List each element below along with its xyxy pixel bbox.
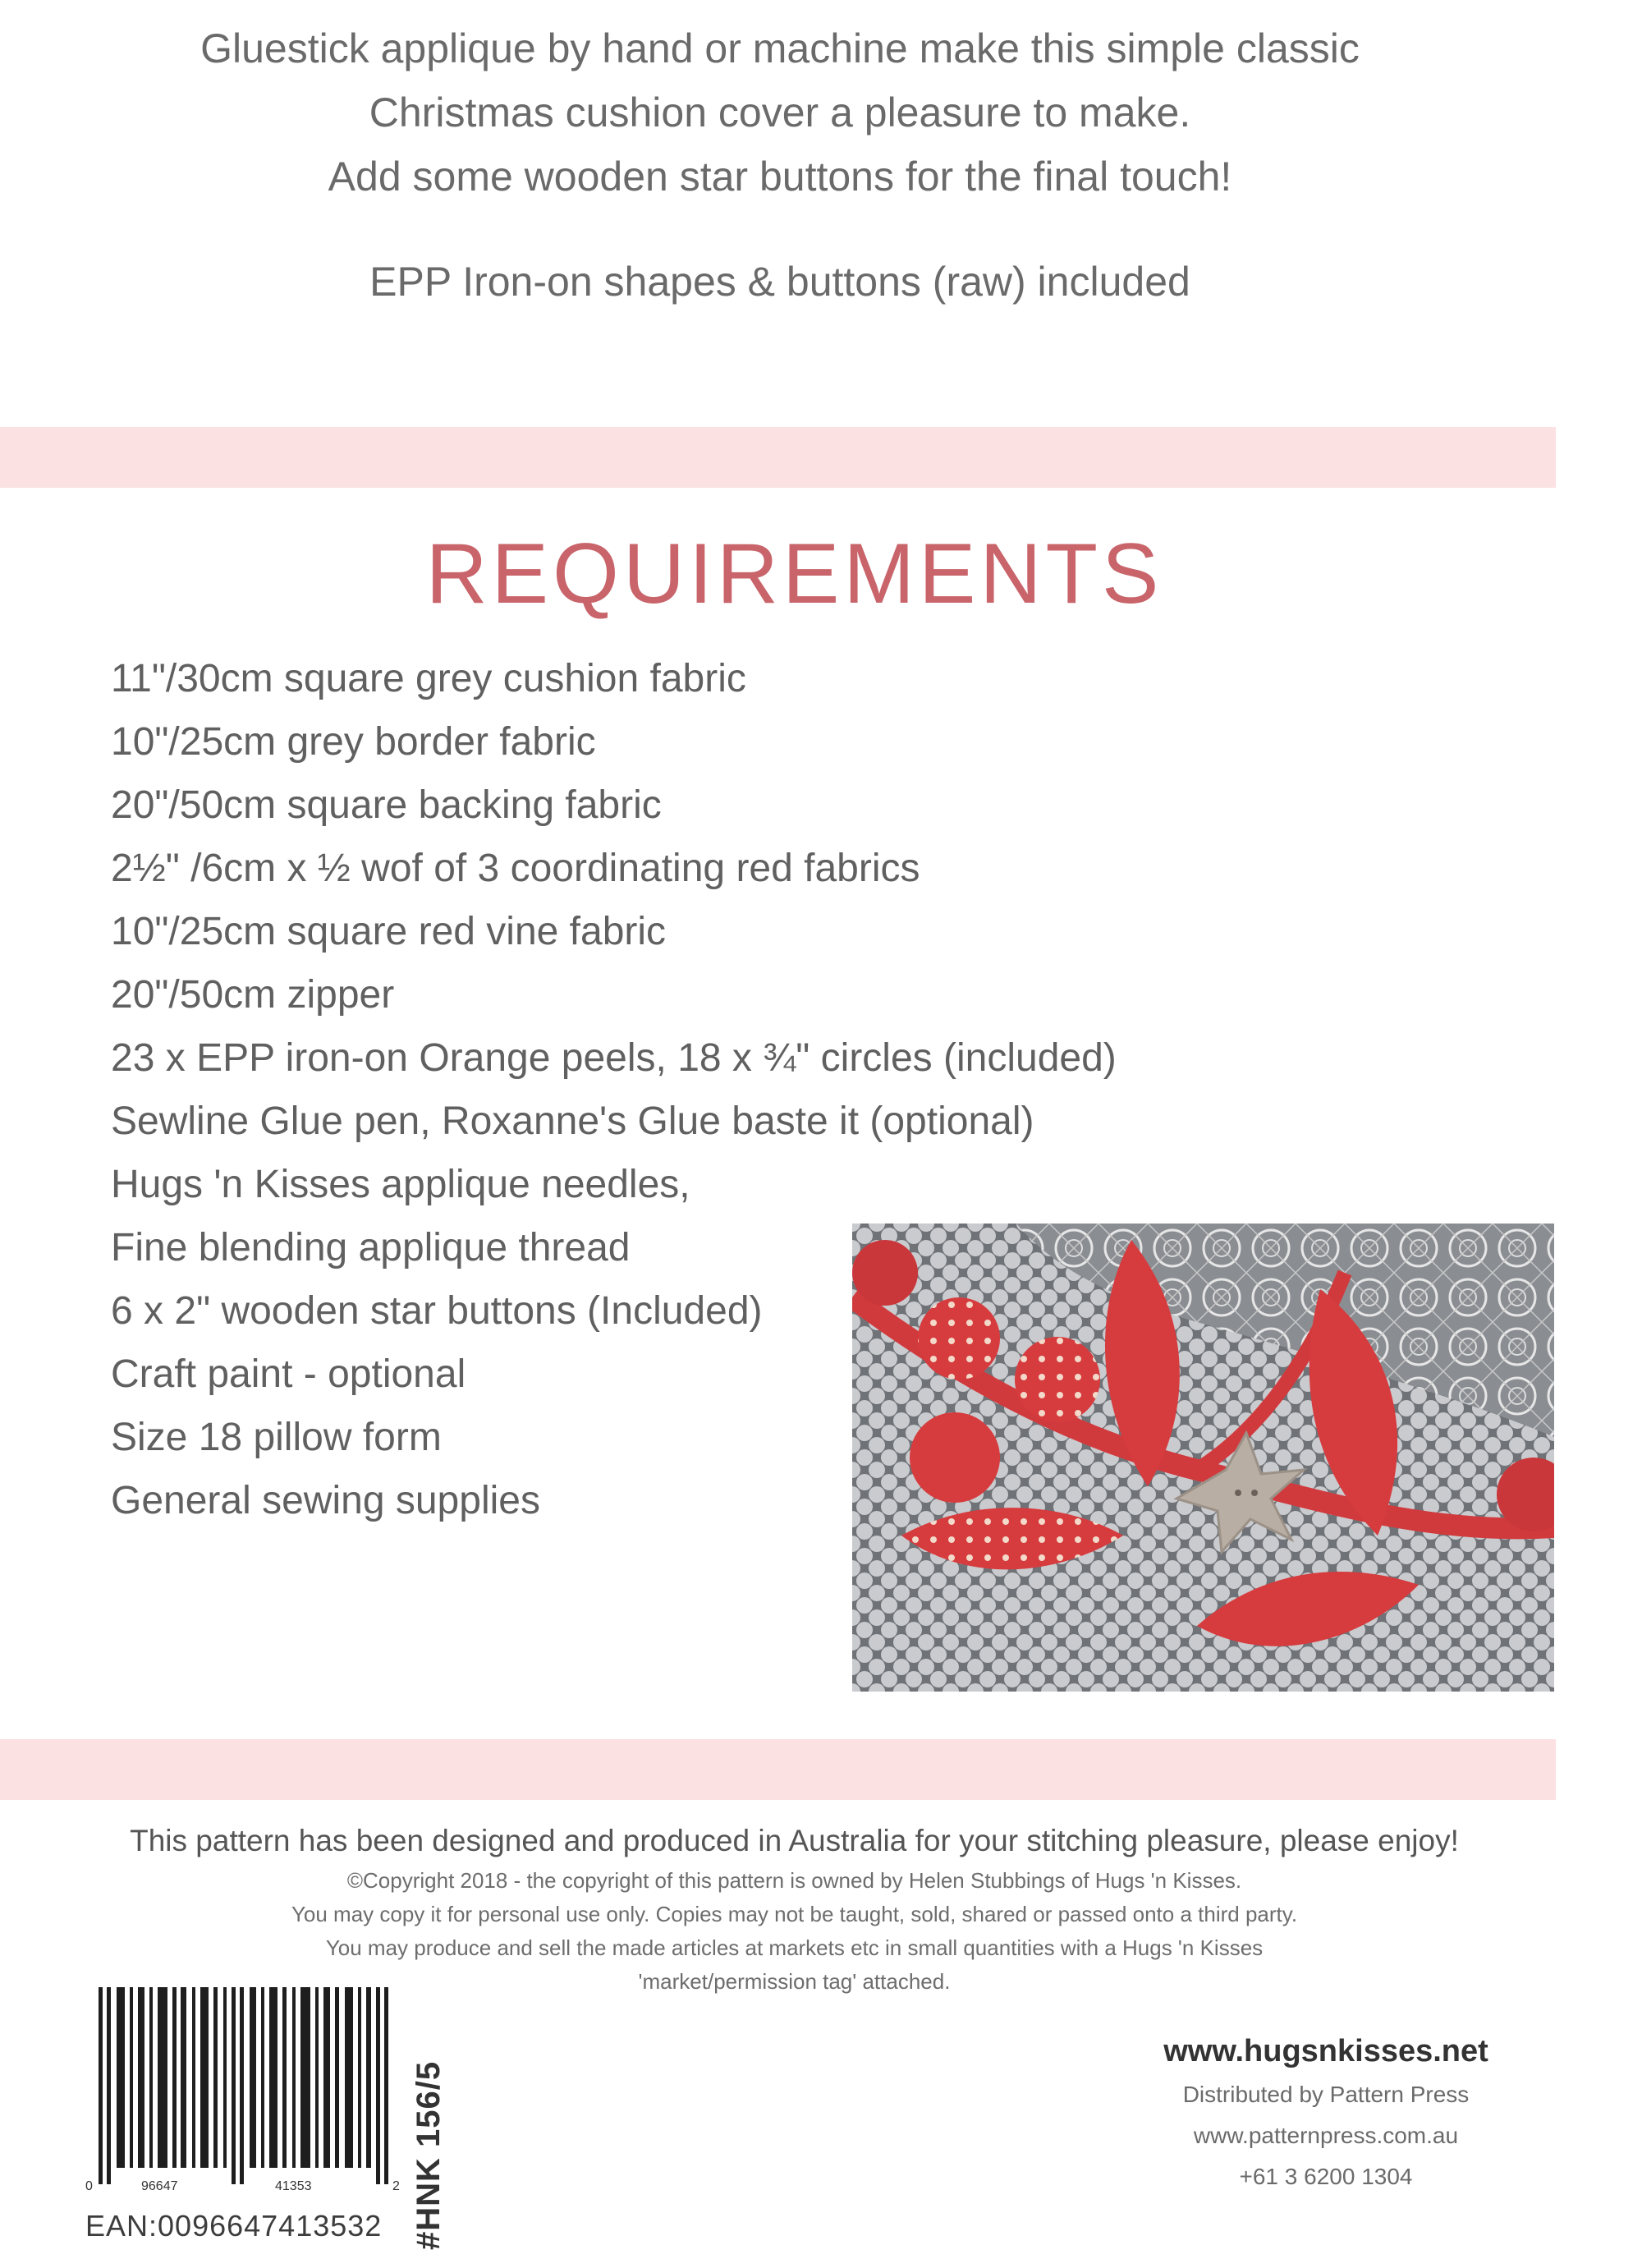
requirement-item: 20"/50cm zipper [111, 973, 395, 1017]
barcode [82, 1987, 427, 2225]
barcode-digit: 41353 [275, 2179, 312, 2193]
copyright-line: ©Copyright 2018 - the copyright of this pattern is owned by Helen Stubbings of Hugs 'n Kisses. [346, 1868, 1242, 1893]
distributor-website[interactable]: www.patternpress.com.au [1193, 2123, 1459, 2148]
requirement-item: General sewing supplies [111, 1479, 540, 1522]
footer-lead: This pattern has been designed and produced in Australia for your stitching pleasure, please enjoy! [130, 1824, 1459, 1857]
intro-line: Gluestick applique by hand or machine make this simple classic [200, 25, 1360, 71]
requirement-item: 11"/30cm square grey cushion fabric [111, 657, 746, 700]
requirements-title: REQUIREMENTS [425, 526, 1163, 622]
website-link[interactable]: www.hugsnkisses.net [1163, 2034, 1488, 2068]
barcode-digit: 2 [392, 2179, 400, 2193]
sell-line: You may produce and sell the made articles at markets etc in small quantities with a Hugs 'n Kisses [325, 1935, 1264, 1960]
requirement-item: Size 18 pillow form [111, 1416, 442, 1459]
distributor-name: Distributed by Pattern Press [1182, 2082, 1470, 2107]
intro-line: Add some wooden star buttons for the final touch! [328, 154, 1232, 200]
pink-divider-top [0, 427, 1556, 488]
personal-use-line: You may copy it for personal use only. Copies may not be taught, sold, shared or passed onto a third party. [291, 1902, 1298, 1926]
requirement-item: 6 x 2" wooden star buttons (Included) [111, 1289, 763, 1333]
requirement-item: 20"/50cm square backing fabric [111, 783, 662, 827]
included-note: EPP Iron-on shapes & buttons (raw) included [369, 259, 1190, 305]
requirement-item: 10"/25cm grey border fabric [111, 720, 596, 764]
intro-text [0, 16, 1560, 314]
intro-line: Christmas cushion cover a pleasure to make. [369, 90, 1191, 135]
sell-line: 'market/permission tag' attached. [638, 1969, 951, 1994]
barcode-digit: 96647 [141, 2179, 178, 2193]
requirement-item: Craft paint - optional [111, 1352, 466, 1396]
phone-number: +61 3 6200 1304 [1239, 2164, 1413, 2189]
requirement-item: 10"/25cm square red vine fabric [111, 910, 667, 953]
cushion-photo [852, 1224, 1554, 1692]
requirement-item: 2½" /6cm x ½ wof of 3 coordinating red fabrics [111, 847, 920, 890]
requirement-item: Fine blending applique thread [111, 1226, 631, 1269]
requirement-item: Sewline Glue pen, Roxanne's Glue baste it (optional) [111, 1100, 1034, 1143]
product-code: #HNK 156/5 [410, 2060, 447, 2250]
pink-divider-bottom [0, 1739, 1556, 1800]
requirement-item: Hugs 'n Kisses applique needles, [111, 1163, 690, 1206]
requirement-item: 23 x EPP iron-on Orange peels, 18 x ¾" circles (included) [111, 1036, 1117, 1080]
contact-block [1133, 2028, 1519, 2197]
barcode-digit: 0 [85, 2179, 93, 2193]
footer-notice [0, 1818, 1589, 1999]
ean-number: EAN:0096647413532 [85, 2209, 383, 2243]
